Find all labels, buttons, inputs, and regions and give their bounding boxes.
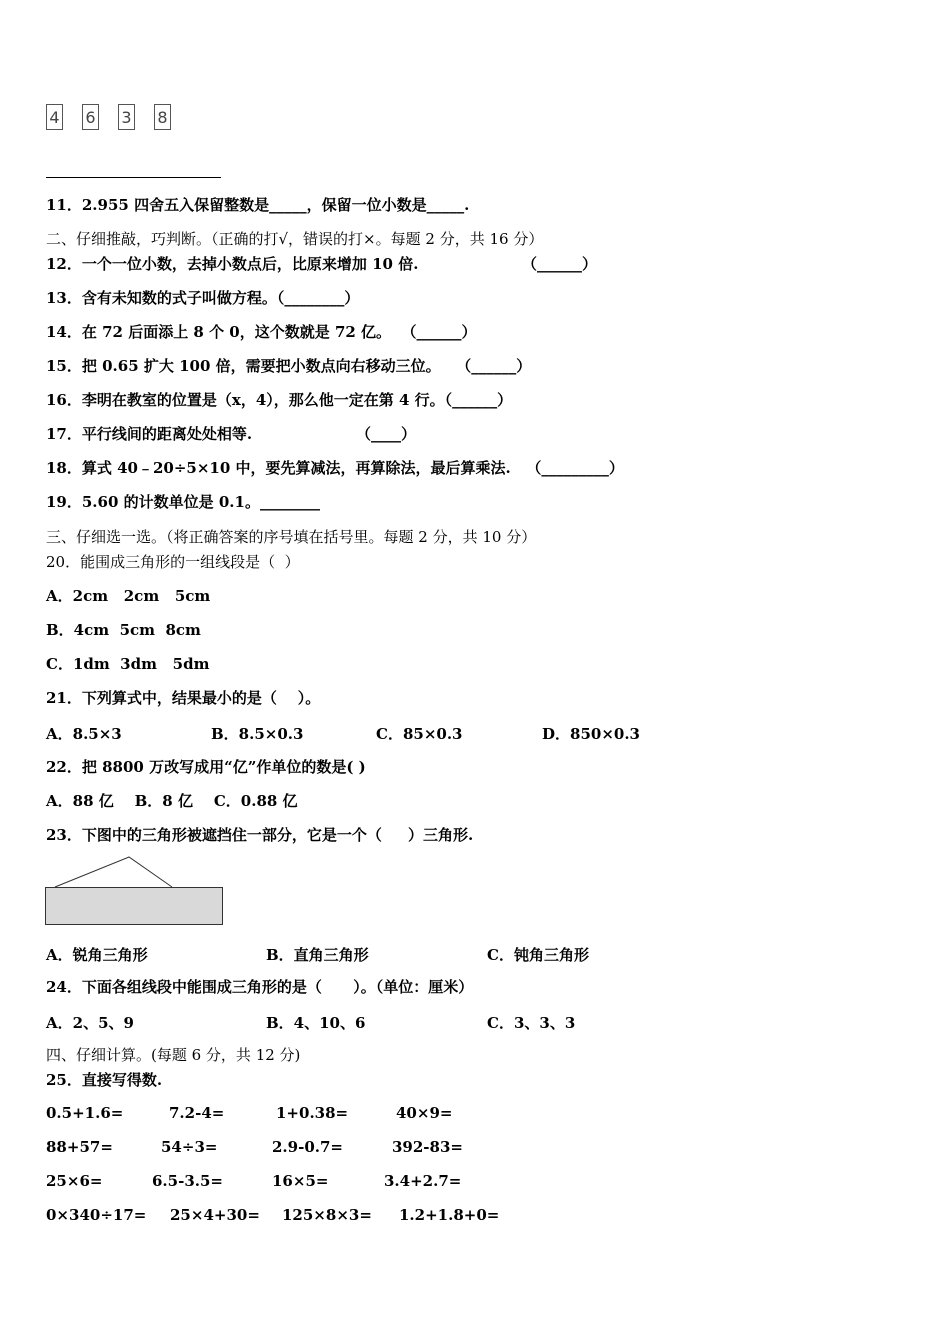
question-14: 14．在 72 后面添上 8 个 0，这个数就是 72 亿。 （______） <box>46 323 477 341</box>
section-2-heading: 二、仔细推敲，巧判断。（正确的打√，错误的打×。每题 2 分，共 16 分） <box>46 230 544 248</box>
question-25-stem: 25．直接写得数. <box>46 1071 163 1089</box>
question-21-option-c: C．85×0.3 <box>376 725 463 743</box>
digit-card: 8 <box>154 104 171 130</box>
question-20-option-c: C．1dm 3dm 5dm <box>46 655 210 673</box>
question-23-option-b: B．直角三角形 <box>266 946 369 964</box>
section-4-heading: 四、仔细计算。(每题 6 分，共 12 分) <box>46 1046 301 1064</box>
question-24-option-c: C．3、3、3 <box>487 1014 576 1032</box>
question-24-stem: 24．下面各组线段中能围成三角形的是（ ）。（单位：厘米） <box>46 978 474 996</box>
question-20-option-a: A．2cm 2cm 5cm <box>46 587 211 605</box>
question-11: 11．2.955 四舍五入保留整数是_____，保留一位小数是_____. <box>46 196 470 214</box>
question-21-option-d: D．850×0.3 <box>542 725 640 743</box>
question-12-blank: （______） <box>522 255 598 273</box>
section-3-heading: 三、仔细选一选。（将正确答案的序号填在括号里。每题 2 分，共 10 分） <box>46 528 537 546</box>
question-20-option-b: B．4cm 5cm 8cm <box>46 621 201 639</box>
question-15: 15．把 0.65 扩大 100 倍，需要把小数点向右移动三位。 （______） <box>46 357 532 375</box>
calc-item: 54÷3= <box>161 1138 218 1156</box>
digit-card: 4 <box>46 104 63 130</box>
question-13: 13．含有未知数的式子叫做方程。（________） <box>46 289 360 307</box>
question-23-option-c: C．钝角三角形 <box>487 946 589 964</box>
hidden-triangle-figure <box>44 854 228 928</box>
calc-item: 88+57= <box>46 1138 113 1156</box>
calc-item: 1.2+1.8+0= <box>399 1206 500 1224</box>
calc-item: 25×4+30= <box>170 1206 260 1224</box>
calc-item: 7.2-4= <box>169 1104 225 1122</box>
question-22-stem: 22．把 8800 万改写成用“亿”作单位的数是( ) <box>46 758 366 776</box>
calc-item: 0×340÷17= <box>46 1206 147 1224</box>
question-21-option-b: B．8.5×0.3 <box>211 725 304 743</box>
question-17: 17．平行线间的距离处处相等. <box>46 425 253 443</box>
calc-item: 392-83= <box>392 1138 463 1156</box>
calc-item: 40×9= <box>396 1104 453 1122</box>
cover-rectangle <box>46 888 223 925</box>
calc-item: 25×6= <box>46 1172 103 1190</box>
question-12: 12．一个一位小数，去掉小数点后，比原来增加 10 倍. <box>46 255 419 273</box>
question-16: 16．李明在教室的位置是（x，4），那么他一定在第 4 行。（______） <box>46 391 513 409</box>
digit-cards <box>46 104 171 130</box>
question-17-blank: （____） <box>356 425 417 443</box>
calc-item: 125×8×3= <box>282 1206 372 1224</box>
calc-item: 0.5+1.6= <box>46 1104 124 1122</box>
calc-item: 16×5= <box>272 1172 329 1190</box>
question-18: 18．算式 40﹣20÷5×10 中，要先算减法，再算除法，最后算乘法. （_________） <box>46 459 624 477</box>
calc-item: 6.5-3.5= <box>152 1172 223 1190</box>
digit-card: 6 <box>82 104 99 130</box>
question-23-stem: 23．下图中的三角形被遮挡住一部分，它是一个（ ）三角形. <box>46 826 474 844</box>
question-22-options: A．88 亿 B．8 亿 C．0.88 亿 <box>46 792 298 810</box>
question-20-stem: 20．能围成三角形的一组线段是（ ） <box>46 553 300 571</box>
calc-item: 3.4+2.7= <box>384 1172 462 1190</box>
question-21-stem: 21．下列算式中，结果最小的是（ ）。 <box>46 689 321 707</box>
triangle-visible-part <box>55 857 172 887</box>
digit-card: 3 <box>118 104 135 130</box>
calc-item: 1+0.38= <box>276 1104 349 1122</box>
question-21-option-a: A．8.5×3 <box>46 725 122 743</box>
question-19: 19．5.60 的计数单位是 0.1。________ <box>46 493 320 511</box>
question-24-option-a: A．2、5、9 <box>46 1014 134 1032</box>
answer-line <box>46 177 221 178</box>
question-24-option-b: B．4、10、6 <box>266 1014 366 1032</box>
calc-item: 2.9-0.7= <box>272 1138 343 1156</box>
question-23-option-a: A．锐角三角形 <box>46 946 148 964</box>
